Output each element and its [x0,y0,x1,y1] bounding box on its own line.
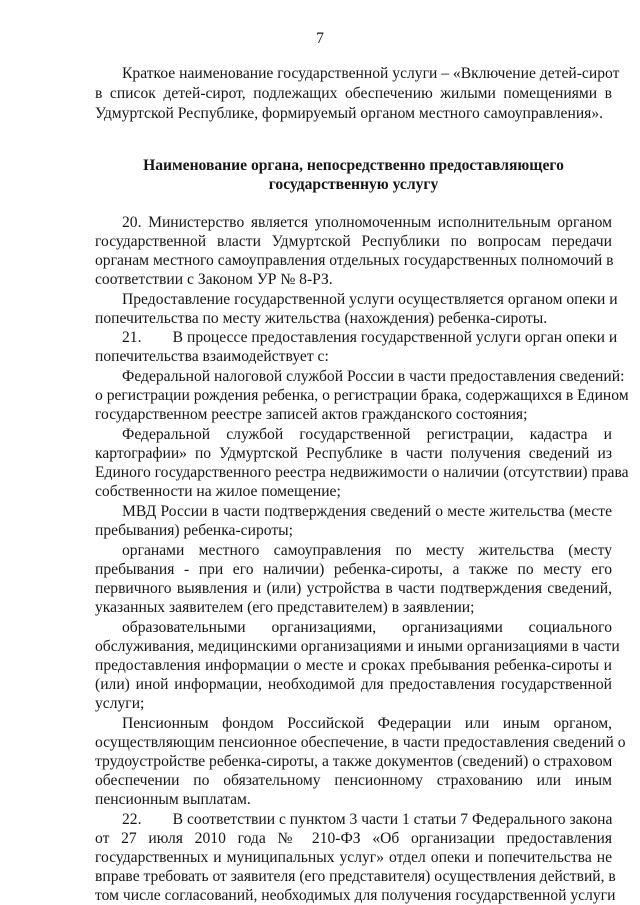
text-line: вправе требовать от заявителя (его представителя) осуществления действий, в [95,868,616,885]
text-line: услуги; [95,695,145,712]
text-line: МВД России в части подтверждения сведений о месте жительства (месте [122,503,612,520]
text-line: Пенсионным фондом Российской Федерации или иным органом, [122,715,612,732]
text-line: в список детей-сирот, подлежащих обеспечению жилыми помещениями в [95,85,612,102]
text-line: трудоустройстве ребенка-сироты, а также документов (сведений) о страховом [95,753,613,770]
text-line: пребывания) ребенка-сироты; [95,522,293,539]
text-line: органам местного самоуправления отдельных государственных полномочий в [95,252,614,269]
text-line: органами местного самоуправления по месту жительства (месту [122,542,612,559]
text-line: попечительства взаимодействует с: [95,348,329,365]
page-number: 7 [316,30,324,47]
text-line: обеспечении по обязательному пенсионному страхованию или иным [95,772,612,789]
text-line: предоставления информации о месте и сроках пребывания ребенка-сироты и [95,657,612,674]
text-line: (или) иной информации, необходимой для предоставления государственной [95,676,612,693]
text-line: государственных и муниципальных услуг» отдел опеки и попечительства не [95,849,612,866]
text-line: 21. В процессе предоставления государственной услуги орган опеки и [122,329,618,346]
text-line: о регистрации рождения ребенка, о регистрации брака, содержащихся в Едином [95,387,629,404]
section-heading: государственную услугу [268,176,439,193]
section-heading: Наименование органа, непосредственно предоставляющего [143,157,564,174]
text-line: пенсионным выплатам. [95,791,251,808]
text-line: Единого государственного реестра недвижимости о наличии (отсутствии) права [95,464,629,481]
text-line: 20. Министерство является уполномоченным исполнительным органом [122,214,612,231]
text-line: пребывания - при его наличии) ребенка-сироты, а также по месту его [95,561,612,578]
text-line: соответствии с Законом УР № 8-РЗ. [95,271,333,288]
text-line: попечительства по месту жительства (нахождения) ребенка-сироты. [95,310,548,327]
text-line: первичного выявления и (или) устройства в части подтверждения сведений, [95,580,612,597]
text-line: Краткое наименование государственной услуги – «Включение детей-сирот [122,65,620,82]
text-line: том числе согласований, необходимых для получения государственной услуги [95,887,616,904]
text-line: Федеральной налоговой службой России в части предоставления сведений: [122,368,625,385]
text-line: Предоставление государственной услуги осуществляется органом опеки и [122,291,618,308]
text-line: государственном реестре записей актов гражданского состояния; [95,406,528,423]
text-line: от 27 июля 2010 года № 210-ФЗ «Об организации предоставления [95,830,612,847]
text-line: 22. В соответствии с пунктом 3 части 1 статьи 7 Федерального закона [122,811,613,828]
text-line: обслуживания, медицинскими организациями и иными организациями в части [95,638,620,655]
text-line: государственной власти Удмуртской Республики по вопросам передачи [95,233,612,250]
text-line: указанных заявителем (его представителем) в заявлении; [95,599,475,616]
text-line: Удмуртской Республике, формируемый органом местного самоуправления». [95,105,604,122]
text-line: Федеральной службой государственной регистрации, кадастра и [122,426,612,443]
text-line: осуществляющим пенсионное обеспечение, в части предоставления сведений о [95,734,626,751]
text-line: картографии» по Удмуртской Республике в части получения сведений из [95,445,612,462]
text-line: собственности на жилое помещение; [95,483,341,500]
text-line: образовательными организациями, организациями социального [122,619,612,636]
